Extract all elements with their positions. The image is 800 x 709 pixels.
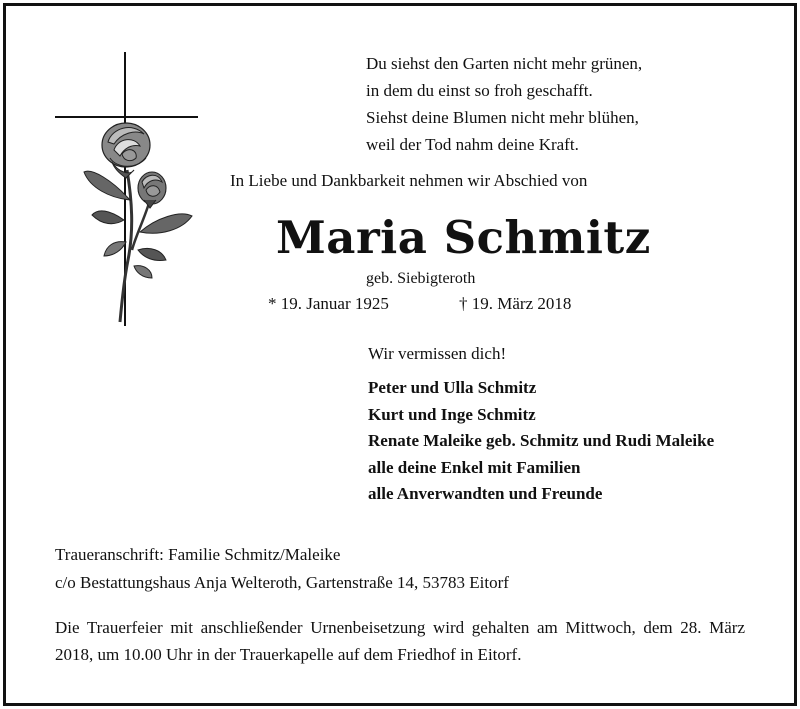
poem-line: weil der Tod nahm deine Kraft. [366,135,579,154]
cross-with-rose-icon [52,50,202,330]
poem [366,50,642,158]
mourner-entry: Renate Maleike geb. Schmitz und Rudi Maleike [368,431,715,450]
maiden-name: geb. Siebigteroth [366,270,476,287]
mourning-address [55,541,509,597]
intro-text: In Liebe und Dankbarkeit nehmen wir Abschied von [230,171,588,190]
mourner-entry: alle deine Enkel mit Familien [368,457,581,477]
mourner-entry: Kurt und Inge Schmitz [368,404,536,424]
deceased-name: Maria Schmitz [276,211,651,264]
poem-line: Siehst deine Blumen nicht mehr blühen, [366,108,639,127]
birth-date: * 19. Januar 1925 [268,294,389,313]
death-date: † 19. März 2018 [459,294,572,313]
address-line: Traueranschrift: Familie Schmitz/Maleike [55,545,341,564]
poem-line: Du siehst den Garten nicht mehr grünen, [366,54,643,73]
address-line: c/o Bestattungshaus Anja Welteroth, Gartenstraße 14, 53783 Eitorf [55,573,509,592]
miss-line: Wir vermissen dich! [368,344,507,363]
ceremony-text: Die Trauerfeier mit anschließender Urnenbeisetzung wird gehalten am Mittwoch, dem 28. März 2018, um 10.00 Uhr in der Trauerkapelle auf dem Friedhof in Eitorf. [55,618,745,664]
mourner-entry: alle Anverwandten und Freunde [368,484,603,503]
poem-line: in dem du einst so froh geschafft. [366,81,593,100]
mourner-entry: Peter und Ulla Schmitz [368,378,537,397]
mourners-list [368,375,714,508]
